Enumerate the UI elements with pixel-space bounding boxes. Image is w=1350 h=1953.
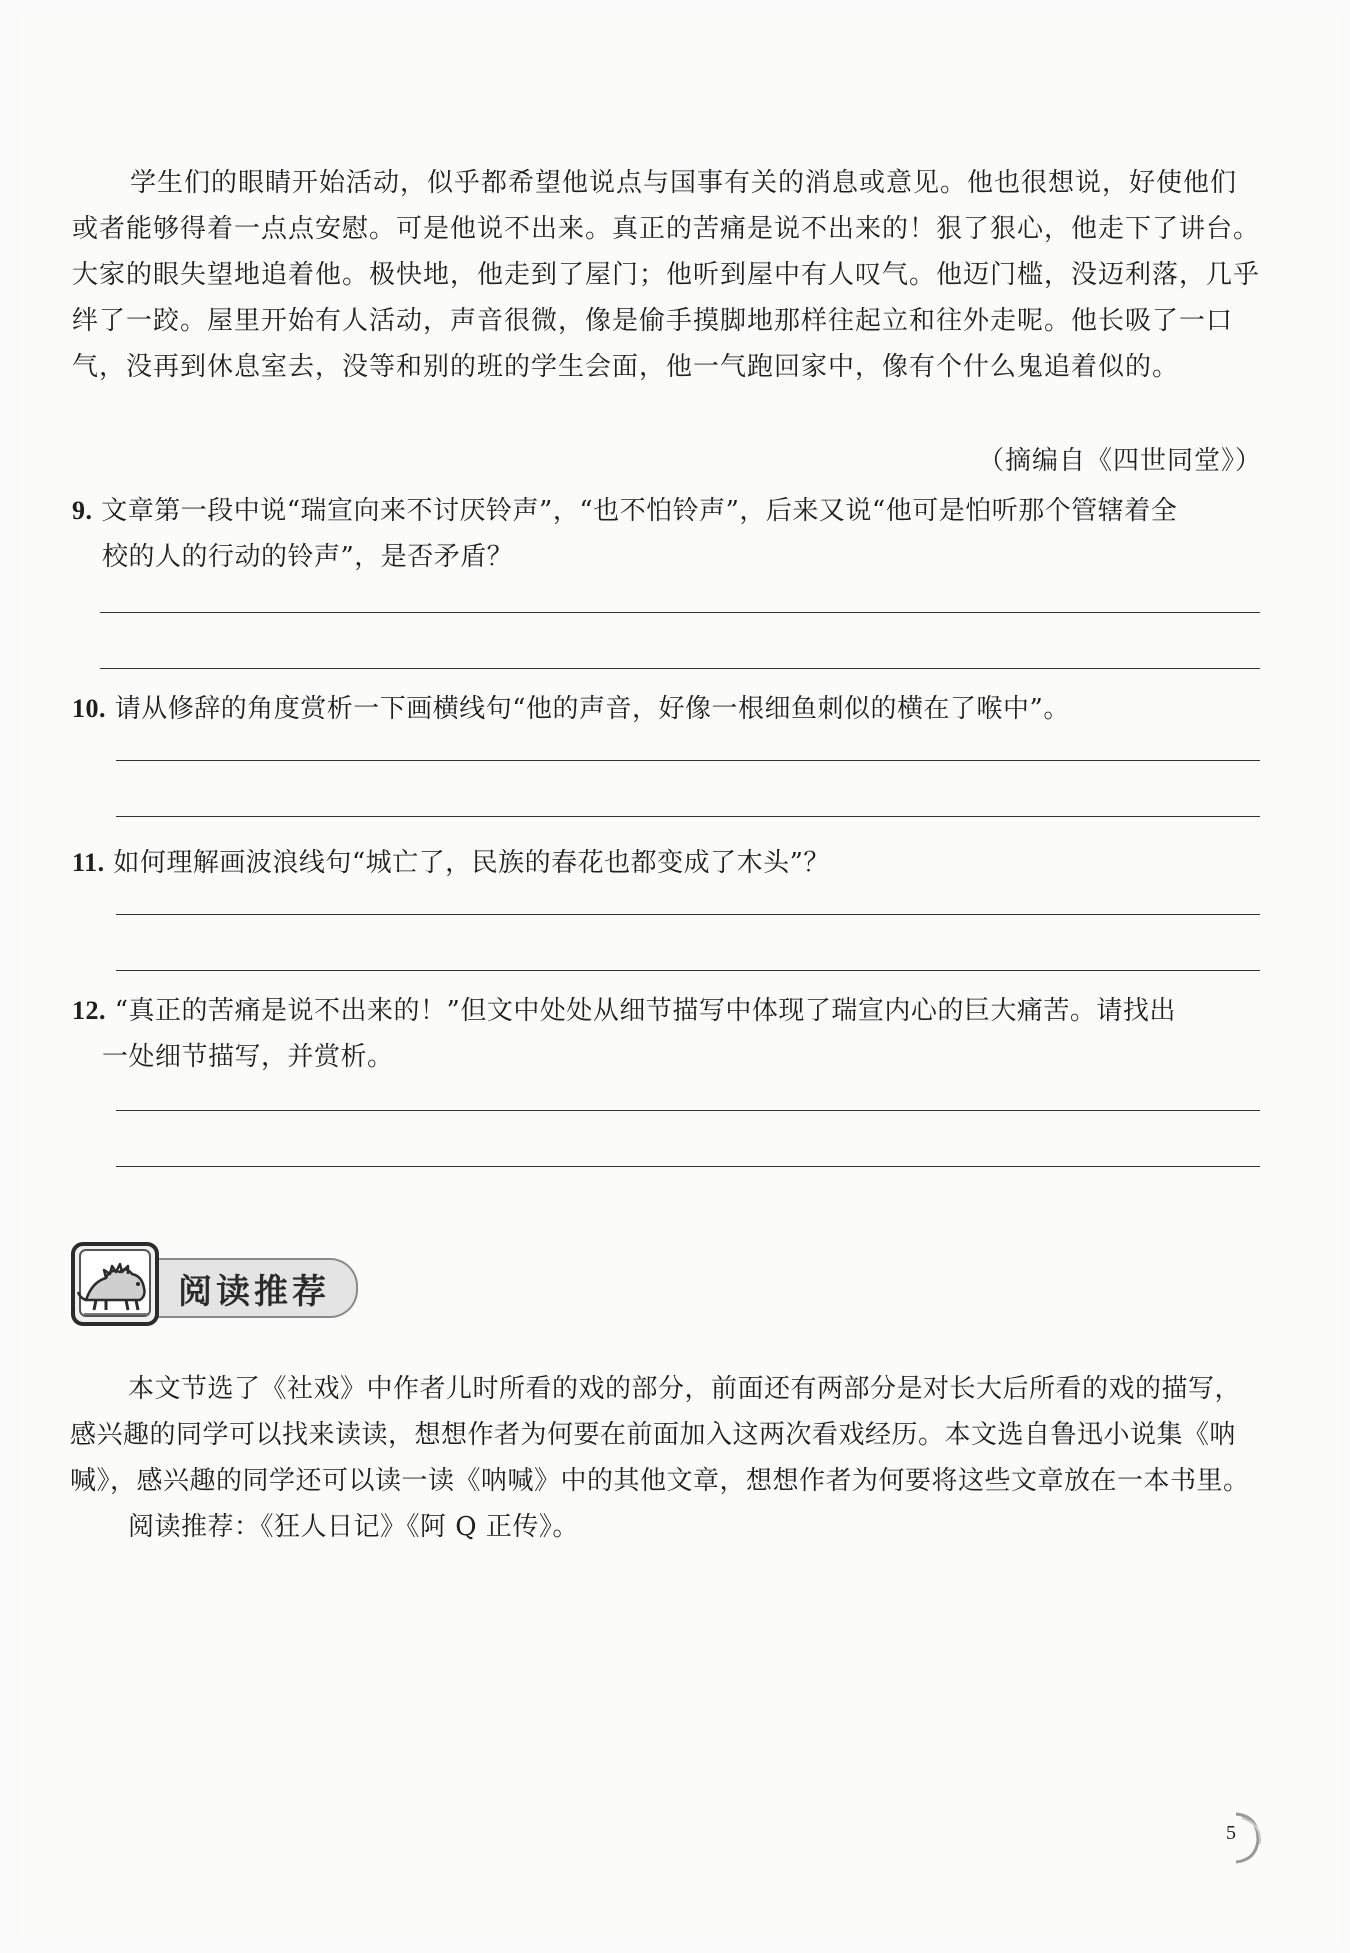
question-number: 12.: [72, 996, 106, 1025]
recommended-books: 阅读推荐：《狂人日记》《阿 Q 正传》。: [128, 1512, 579, 1542]
question-text: 请从修辞的角度赏析一下画横线句“他的声音，好像一根细鱼刺似的横在了喉中”。: [114, 694, 1070, 724]
section-title: 阅读推荐: [178, 1272, 330, 1312]
question-text: “真正的苦痛是说不出来的！”但文中处处从细节描写中体现了瑞宣内心的巨大痛苦。请找出: [114, 996, 1176, 1026]
question-text-continued: 一处细节描写，并赏析。: [102, 1042, 394, 1072]
passage-paragraph: 学生们的眼睛开始活动，似乎都希望他说点与国事有关的消息或意见。他也很想说，好使他们或者能够得着一点点安慰。可是他说不出来。真正的苦痛是说不出来的！狠了狠心，他走下了讲台。大家的眼失望地追着他。极快地，他走到了屋门；他听到屋中有人叹气。他迈门槛，没迈利落，几乎绊了一跤。屋里开始有人活动，声音很微，像是偷手摸脚地那样往起立和往外走呢。他长吸了一口气，没再到休息室去，没等和别的班的学生会面，他一气跑回家中，像有个什么鬼追着似的。: [72, 168, 1261, 382]
reading-passage: [72, 160, 1262, 390]
recommendation-paragraph: 本文节选了《社戏》中作者儿时所看的戏的部分，前面还有两部分是对长大后所看的戏的描写，感兴趣的同学可以找来读读，想想作者为何要在前面加入这两次看戏经历。本文选自鲁迅小说集《呐喊》，感兴趣的同学还可以读一读《呐喊》中的其他文章，想想作者为何要将这些文章放在一本书里。: [70, 1374, 1250, 1496]
recommendation-body: [70, 1366, 1266, 1550]
reading-recommendation-header: [70, 1238, 360, 1334]
page-number-badge: [1206, 1808, 1266, 1868]
answer-line[interactable]: [116, 816, 1260, 817]
answer-line[interactable]: [116, 970, 1260, 971]
answer-line[interactable]: [116, 1166, 1260, 1167]
page-corner-swirl-icon: [1206, 1808, 1266, 1868]
passage-source: （摘编自《四世同堂》）: [977, 446, 1262, 476]
question-10: [72, 686, 1272, 732]
question-number: 10.: [72, 694, 106, 723]
answer-line[interactable]: [116, 914, 1260, 915]
page-number: 5: [1226, 1822, 1236, 1844]
question-12: [72, 988, 1272, 1080]
question-text-continued: 校的人的行动的铃声”，是否矛盾？: [102, 542, 514, 572]
answer-line[interactable]: [100, 612, 1260, 613]
dinosaur-fossil-icon: [70, 1238, 162, 1330]
answer-line[interactable]: [116, 1110, 1260, 1111]
question-number: 9.: [72, 496, 93, 525]
answer-line[interactable]: [100, 668, 1260, 669]
question-number: 11.: [72, 848, 105, 877]
question-11: [72, 840, 1272, 886]
question-text: 文章第一段中说“瑞宣向来不讨厌铃声”，“也不怕铃声”，后来又说“他可是怕听那个管辖着全: [101, 496, 1178, 526]
question-9: [72, 488, 1272, 580]
question-text: 如何理解画波浪线句“城亡了，民族的春花也都变成了木头”？: [113, 848, 830, 878]
answer-line[interactable]: [116, 760, 1260, 761]
